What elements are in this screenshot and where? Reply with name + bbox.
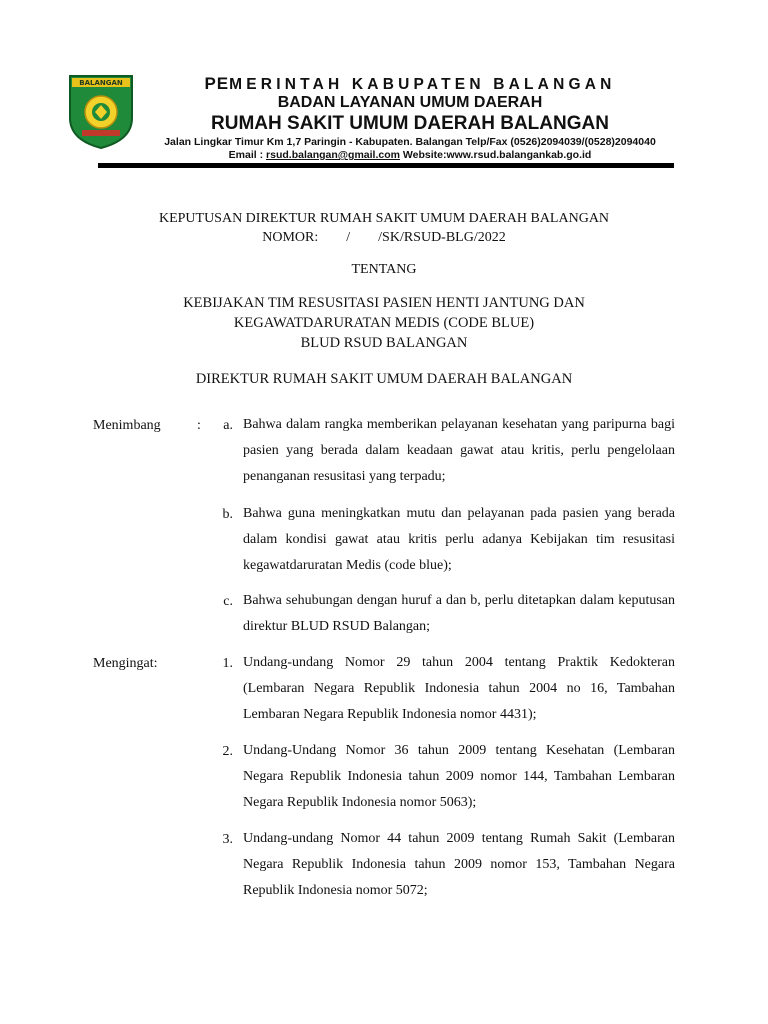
decree-about: TENTANG (351, 262, 417, 277)
recalling-item-text: Undang-undang Nomor 29 tahun 2004 tentang Praktik Kedokteran (Lembaran Negara Republik Indonesia tahun 2004 no 16, Tambahan Lembaran Negara Republik Indonesia nomor 4431); (243, 655, 675, 722)
decree-subject-line-1: KEBIJAKAN TIM RESUSITASI PASIEN HENTI JANTUNG DAN (183, 295, 585, 311)
letterhead-hospital: RUMAH SAKIT UMUM DAERAH BALANGAN (211, 113, 609, 134)
decree-issuer: DIREKTUR RUMAH SAKIT UMUM DAERAH BALANGAN (195, 371, 573, 387)
decree-subject-line-2: KEGAWATDARURATAN MEDIS (CODE BLUE) (233, 315, 535, 331)
considering-item-text: Bahwa dalam rangka memberikan pelayanan kesehatan yang paripurna bagi pasien yang berada dalam keadaan gawat atau kritis, perlu pengelolaan penanganan resusitasi yang terpadu; (243, 417, 675, 484)
considering-item-mark: a. (223, 418, 233, 433)
decree-subject-line-3: BLUD RSUD BALANGAN (300, 335, 468, 351)
letterhead-agency: BADAN LAYANAN UMUM DAERAH (277, 94, 543, 111)
svg-text:BALANGAN: BALANGAN (79, 79, 123, 87)
website-text: Website:www.rsud.balangankab.go.id (399, 149, 592, 161)
letterhead-divider (98, 163, 674, 168)
decree-title: KEPUTUSAN DIREKTUR RUMAH SAKIT UMUM DAERAH BALANGAN (158, 211, 610, 226)
letterhead-contact: Email : rsud.balangan@gmail.com Website:www.rsud.balangankab.go.id (228, 149, 592, 161)
considering-label: Menimbang (93, 418, 161, 433)
considering-item-text: Bahwa sehubungan dengan huruf a dan b, perlu ditetapkan dalam keputusan direktur BLUD RSUD Balangan; (243, 593, 675, 634)
letterhead-government: PEMERINTAH KABUPATEN BALANGAN (204, 74, 616, 93)
considering-item-mark: c. (223, 594, 233, 609)
considering-item-mark: b. (222, 507, 233, 522)
recalling-item-mark: 1. (222, 656, 233, 671)
recalling-label: Mengingat: (93, 656, 158, 671)
recalling-item-text: Undang-Undang Nomor 36 tahun 2009 tentang Kesehatan (Lembaran Negara Republik Indonesia tahun 2009 nomor 144, Tambahan Lembaran Negara Republik Indonesia nomor 5063); (243, 743, 675, 810)
considering-item-text: Bahwa guna meningkatkan mutu dan pelayanan pada pasien yang berada dalam kondisi gawat atau kritis perlu adanya Kebijakan tim resusitasi kegawatdaruratan Medis (code blue); (243, 506, 675, 573)
recalling-item-mark: 2. (222, 744, 233, 759)
letterhead-address: Jalan Lingkar Timur Km 1,7 Paringin - Kabupaten. Balangan Telp/Fax (0526)2094039/(0528)2094040 (164, 136, 656, 148)
recalling-item-mark: 3. (222, 832, 233, 847)
email-link[interactable]: rsud.balangan@gmail.com (266, 149, 400, 161)
considering-colon: : (197, 418, 201, 433)
recalling-item-text: Undang-undang Nomor 44 tahun 2009 tentang Rumah Sakit (Lembaran Negara Republik Indonesia tahun 2009 nomor 153, Tambahan Negara Republik Indonesia nomor 5072; (243, 831, 675, 898)
decree-number: NOMOR: / /SK/RSUD-BLG/2022 (262, 230, 506, 245)
